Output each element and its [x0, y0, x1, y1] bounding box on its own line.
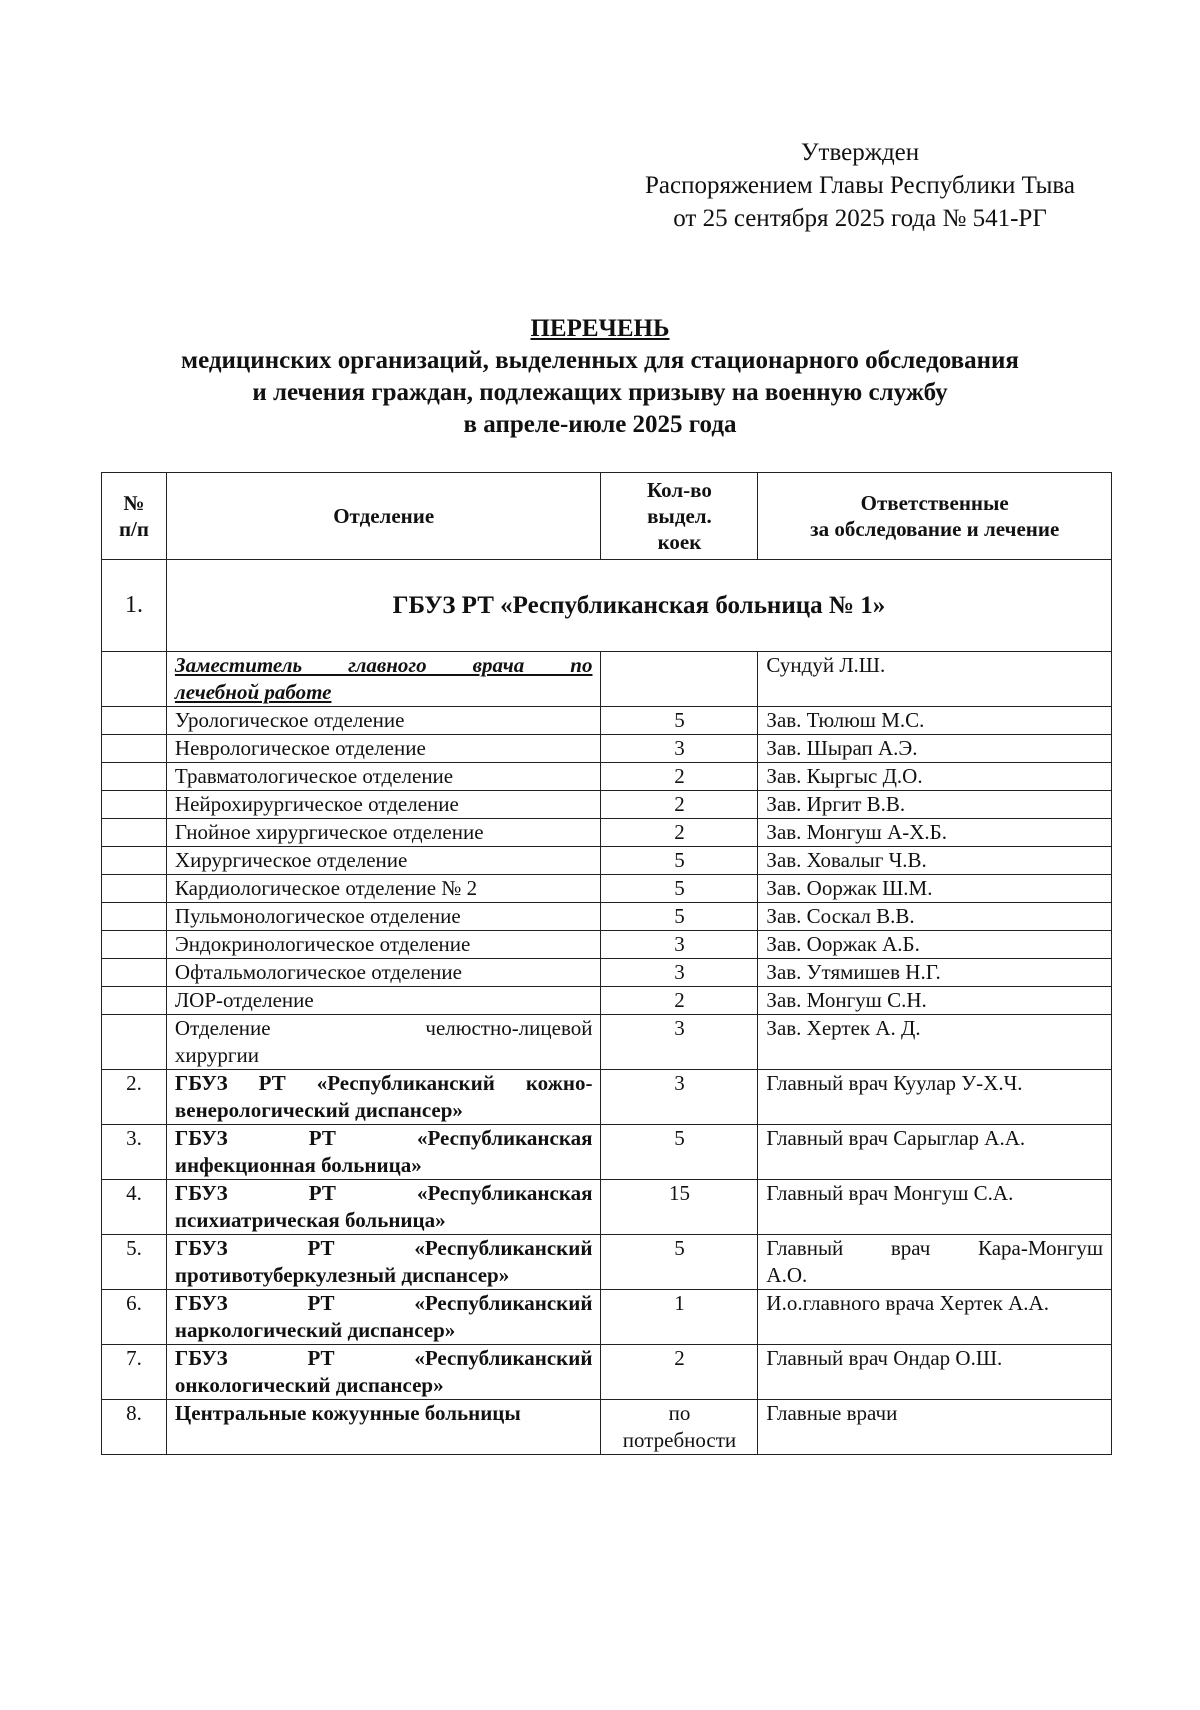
- organization-responsible: Главный врач Кара-Монгуш А.О.: [758, 1235, 1112, 1290]
- organization-responsible: Главный врач Сарыглар А.А.: [758, 1125, 1112, 1180]
- department-responsible: Зав. Монгуш А-Х.Б.: [758, 819, 1112, 847]
- table-header-row: [102, 473, 1112, 560]
- organization-responsible: И.о.главного врача Хертек А.А.: [758, 1290, 1112, 1345]
- department-name: Травматологическое отделение: [166, 763, 601, 791]
- organization-beds: 1: [601, 1290, 758, 1345]
- title-line-1: медицинских организаций, выделенных для стационарного обследования: [181, 347, 1019, 374]
- hospital-1-name: ГБУЗ РТ «Республиканская больница № 1»: [166, 560, 1111, 652]
- approval-block: [600, 136, 1120, 235]
- department-beds: 5: [601, 707, 758, 735]
- organization-name: ГБУЗ РТ «Республиканская инфекционная больница»: [166, 1125, 601, 1180]
- row-num: 6.: [102, 1290, 167, 1345]
- table-row-department: [102, 987, 1112, 1015]
- department-responsible: Зав. Шырап А.Э.: [758, 735, 1112, 763]
- table-row-department: [102, 791, 1112, 819]
- department-name: Хирургическое отделение: [166, 847, 601, 875]
- organization-beds: 5: [601, 1235, 758, 1290]
- department-beds: 3: [601, 931, 758, 959]
- table-row-department: [102, 875, 1112, 903]
- table-row-department: [102, 819, 1112, 847]
- central-hospitals-name: Центральные кожуунные больницы: [166, 1400, 601, 1455]
- deputy-responsible: Сундуй Л.Ш.: [758, 652, 1112, 707]
- department-responsible: Зав. Ховалыг Ч.В.: [758, 847, 1112, 875]
- maxillofacial-responsible: Зав. Хертек А. Д.: [758, 1015, 1112, 1070]
- header-num: № п/п: [102, 473, 167, 560]
- row-num: 1.: [102, 560, 167, 652]
- organization-name: ГБУЗ РТ «Республиканский кожно- венерологический диспансер»: [166, 1070, 601, 1125]
- department-name: Неврологическое отделение: [166, 735, 601, 763]
- department-name: ЛОР-отделение: [166, 987, 601, 1015]
- title-main: ПЕРЕЧЕНЬ: [530, 315, 670, 342]
- table-row-department: [102, 847, 1112, 875]
- central-hospitals-beds: по потребности: [601, 1400, 758, 1455]
- table-row-maxillofacial: [102, 1015, 1112, 1070]
- approval-line-2: Распоряжением Главы Республики Тыва: [645, 172, 1075, 199]
- department-beds: 5: [601, 847, 758, 875]
- organization-responsible: Главный врач Монгуш С.А.: [758, 1180, 1112, 1235]
- department-beds: 5: [601, 903, 758, 931]
- table-row-organization: [102, 1345, 1112, 1400]
- department-name: Урологическое отделение: [166, 707, 601, 735]
- department-responsible: Зав. Тюлюш М.С.: [758, 707, 1112, 735]
- title-line-3: в апреле-июле 2025 года: [463, 411, 737, 438]
- department-beds: 2: [601, 819, 758, 847]
- approval-line-1: Утвержден: [800, 139, 920, 166]
- row-num: 4.: [102, 1180, 167, 1235]
- department-responsible: Зав. Ооржак Ш.М.: [758, 875, 1112, 903]
- organization-name: ГБУЗ РТ «Республиканский онкологический диспансер»: [166, 1345, 601, 1400]
- department-beds: 3: [601, 735, 758, 763]
- department-responsible: Зав. Ооржак А.Б.: [758, 931, 1112, 959]
- department-responsible: Зав. Утямишев Н.Г.: [758, 959, 1112, 987]
- title-line-2: и лечения граждан, подлежащих призыву на военную службу: [252, 379, 948, 406]
- department-beds: 2: [601, 763, 758, 791]
- department-name: Пульмонологическое отделение: [166, 903, 601, 931]
- table-row-department: [102, 707, 1112, 735]
- department-beds: 5: [601, 875, 758, 903]
- department-beds: 2: [601, 987, 758, 1015]
- row-num: 3.: [102, 1125, 167, 1180]
- deputy-title: Заместитель главного врача по лечебной работе: [166, 652, 601, 707]
- header-beds: Кол-во выдел. коек: [601, 473, 758, 560]
- department-responsible: Зав. Монгуш С.Н.: [758, 987, 1112, 1015]
- table-row-organization: [102, 1290, 1112, 1345]
- maxillofacial-dept: Отделение челюстно-лицевой хирургии: [166, 1015, 601, 1070]
- organization-name: ГБУЗ РТ «Республиканская психиатрическая больница»: [166, 1180, 601, 1235]
- table-row-department: [102, 903, 1112, 931]
- department-responsible: Зав. Иргит В.В.: [758, 791, 1112, 819]
- table-row-organization: [102, 1125, 1112, 1180]
- table-row-department: [102, 931, 1112, 959]
- row-num: 8.: [102, 1400, 167, 1455]
- table-row-organization: [102, 1070, 1112, 1125]
- organization-responsible: Главный врач Куулар У-Х.Ч.: [758, 1070, 1112, 1125]
- central-hospitals-responsible: Главные врачи: [758, 1400, 1112, 1455]
- maxillofacial-beds: 3: [601, 1015, 758, 1070]
- department-name: Гнойное хирургическое отделение: [166, 819, 601, 847]
- department-name: Нейрохирургическое отделение: [166, 791, 601, 819]
- header-responsible: Ответственные за обследование и лечение: [758, 473, 1112, 560]
- organization-responsible: Главный врач Ондар О.Ш.: [758, 1345, 1112, 1400]
- row-num: 5.: [102, 1235, 167, 1290]
- table-row-department: [102, 735, 1112, 763]
- row-num: 7.: [102, 1345, 167, 1400]
- organization-beds: 5: [601, 1125, 758, 1180]
- table-row-department: [102, 763, 1112, 791]
- department-name: Кардиологическое отделение № 2: [166, 875, 601, 903]
- organization-name: ГБУЗ РТ «Республиканский наркологический диспансер»: [166, 1290, 601, 1345]
- table-row-central-hospitals: [102, 1400, 1112, 1455]
- approval-line-3: от 25 сентября 2025 года № 541-РГ: [673, 205, 1047, 232]
- organizations-table: [101, 472, 1112, 1455]
- department-responsible: Зав. Соскал В.В.: [758, 903, 1112, 931]
- organization-name: ГБУЗ РТ «Республиканский противотуберкулезный диспансер»: [166, 1235, 601, 1290]
- table-row-organization: [102, 1235, 1112, 1290]
- department-beds: 2: [601, 791, 758, 819]
- table-row-hospital-1: [102, 560, 1112, 652]
- department-responsible: Зав. Кыргыс Д.О.: [758, 763, 1112, 791]
- department-name: Офтальмологическое отделение: [166, 959, 601, 987]
- table-row-department: [102, 959, 1112, 987]
- header-dept: Отделение: [166, 473, 601, 560]
- organization-beds: 3: [601, 1070, 758, 1125]
- table-row-deputy: [102, 652, 1112, 707]
- department-beds: 3: [601, 959, 758, 987]
- document-title: [90, 313, 1110, 441]
- row-num: 2.: [102, 1070, 167, 1125]
- department-name: Эндокринологическое отделение: [166, 931, 601, 959]
- organization-beds: 15: [601, 1180, 758, 1235]
- organization-beds: 2: [601, 1345, 758, 1400]
- table-row-organization: [102, 1180, 1112, 1235]
